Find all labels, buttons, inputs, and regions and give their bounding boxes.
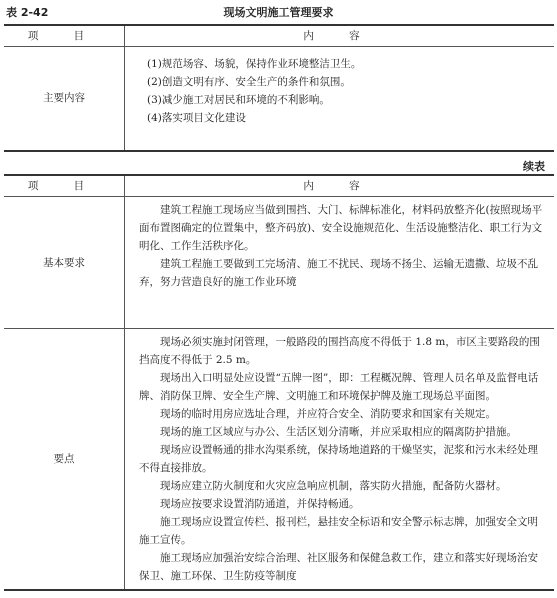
continued-label: 续表 [523, 160, 545, 173]
row-label-key-points: 要点 [4, 329, 125, 591]
table-header-row [4, 175, 554, 197]
paragraph: 建筑工程施工现场应当做到围挡、大门、标牌标准化，材料码放整齐化(按照现场平面布置图确定的位置集中，整齐码放)、安全设施规范化、生活设施整洁化、职工行为文明化、工作生活秩序化。 [139, 204, 543, 252]
column-header-item: 项 目 [4, 175, 125, 197]
paragraph: 建筑工程施工要做到工完场清、施工不扰民、现场不扬尘、运输无遗撒、垃圾不乱弃，努力营造良好的施工作业环境 [139, 258, 538, 288]
paragraph: 现场应按要求设置消防通道，并保持畅通。 [160, 498, 360, 510]
table-header [0, 4, 557, 20]
requirements-table-part2 [4, 174, 554, 591]
row-content-key-points [125, 329, 555, 591]
paragraph: 现场应建立防火制度和火灾应急响应机制，落实防火措施，配备防火器材。 [160, 480, 507, 492]
column-header-content: 内 容 [125, 25, 555, 47]
column-header-item: 项 目 [4, 25, 125, 47]
paragraph: 施工现场应设置宣传栏、报刊栏，悬挂安全标语和安全警示标志牌，加强安全文明施工宣传。 [139, 516, 538, 546]
table-header-row [4, 25, 554, 47]
paragraph: 现场出入口明显处应设置“五牌一图”，即：工程概况牌、管理人员名单及监督电话牌、消防保卫牌、安全生产牌、文明施工和环境保护牌及施工现场总平面图。 [139, 372, 539, 402]
row-label-main-content: 主要内容 [4, 47, 125, 151]
paragraph: 现场的施工区域应与办公、生活区划分清晰，并应采取相应的隔离防护措施。 [160, 426, 517, 438]
paragraph: 施工现场应加强治安综合治理、社区服务和保健急救工作，建立和落实好现场治安保卫、施工环保、卫生防疫等制度 [139, 552, 538, 582]
table-number: 表 2-42 [6, 6, 49, 19]
column-header-content: 内 容 [125, 175, 555, 197]
list-item: (4)落实项目文化建设 [147, 112, 246, 124]
paragraph: 现场应设置畅通的排水沟渠系统，保持场地道路的干燥坚实，泥浆和污水未经处理不得直接排放。 [139, 444, 538, 474]
list-item: (2)创造文明有序、安全生产的条件和氛围。 [147, 76, 351, 88]
table-title: 现场文明施工管理要求 [223, 6, 334, 19]
list-item: (3)减少施工对居民和环境的不利影响。 [147, 94, 330, 106]
row-content-basic-requirements [125, 197, 555, 329]
table-row [4, 197, 554, 329]
row-label-basic-requirements: 基本要求 [4, 197, 125, 329]
table-row [4, 47, 554, 151]
row-content-main [125, 47, 555, 151]
requirements-table-part1 [4, 24, 554, 152]
table-row [4, 329, 554, 591]
paragraph: 现场的临时用房应选址合理，并应符合安全、消防要求和国家有关规定。 [160, 408, 496, 420]
paragraph: 现场必须实施封闭管理，一般路段的围挡高度不得低于 1.8 m，市区主要路段的围挡高度不得低于 2.5 m。 [139, 336, 540, 366]
list-item: (1)规范场容、场貌，保持作业环境整洁卫生。 [147, 58, 362, 70]
